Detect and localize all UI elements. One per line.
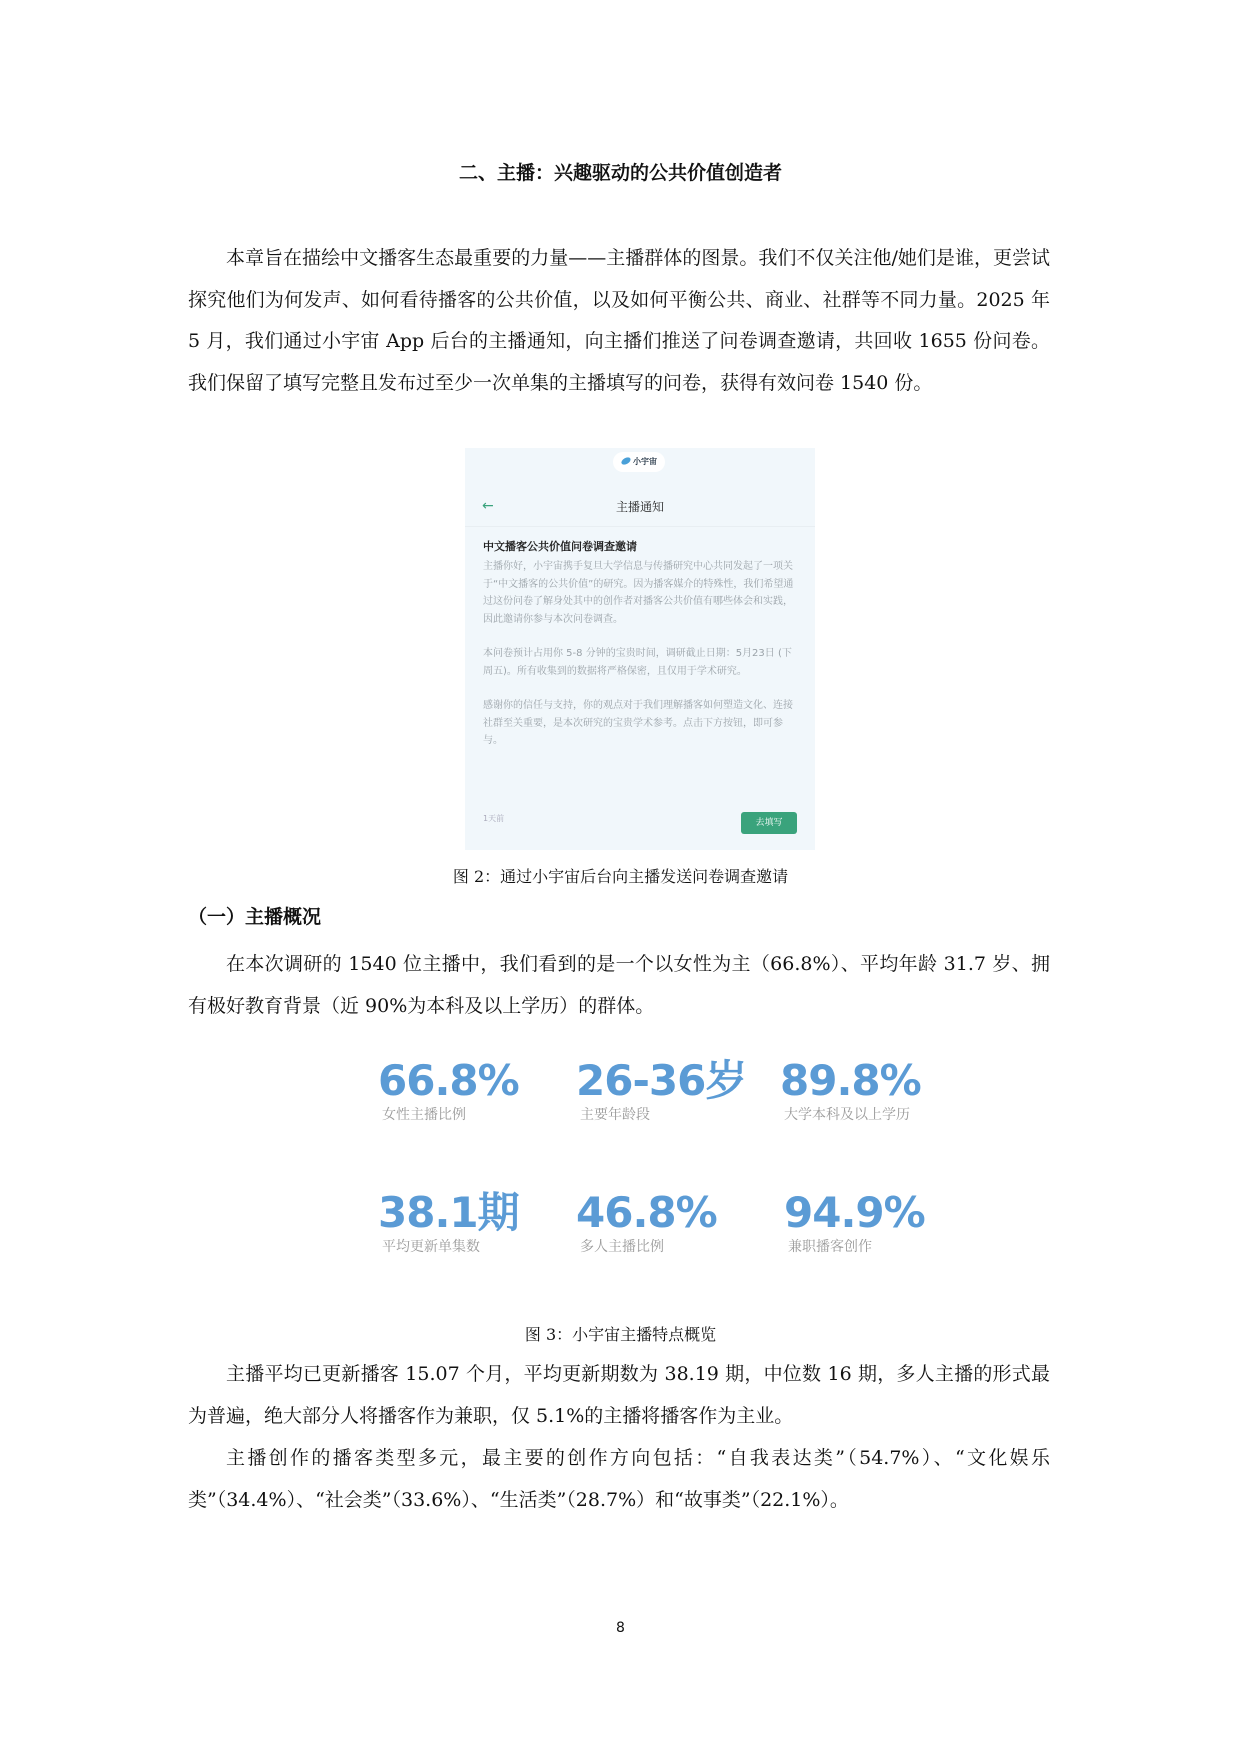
message-body <box>483 558 798 767</box>
app-logo <box>613 452 665 472</box>
message-paragraph: 感谢你的信任与支持，你的观点对于我们理解播客如何塑造文化、连接社群至关重要，是本次研究的宝贵学术参考。点击下方按钮，即可参与。 <box>483 700 793 746</box>
page-number: 8 <box>616 1620 625 1636</box>
stat-label: 兼职播客创作 <box>788 1239 872 1255</box>
chapter-title: 二、主播：兴趣驱动的公共价值创造者 <box>458 162 782 184</box>
timestamp: 1天前 <box>483 814 505 823</box>
notification-screenshot <box>465 448 815 850</box>
stat-part-time <box>784 1190 925 1256</box>
fill-survey-button: 去填写 <box>741 812 797 834</box>
message-paragraph: 本问卷预计占用你 5-8 分钟的宝贵时间，调研截止日期：5月23日 (下周五)。所有收集到的数据将严格保密，且仅用于学术研究。 <box>483 648 792 677</box>
stat-value: 38.1期 <box>378 1188 519 1237</box>
stat-label: 主要年龄段 <box>580 1107 650 1123</box>
stat-value: 89.8% <box>780 1056 921 1105</box>
message-title: 中文播客公共价值问卷调查邀请 <box>483 540 637 553</box>
stat-label: 女性主播比例 <box>382 1107 466 1123</box>
stat-age-range <box>576 1058 746 1124</box>
planet-icon <box>620 456 632 466</box>
body-paragraph: 主播平均已更新播客 15.07 个月，平均更新期数为 38.19 期，中位数 16 期，多人主播的形式最为普遍，绝大部分人将播客作为兼职，仅 5.1%的主播将播客作为主业。 <box>188 1363 1050 1427</box>
stat-value: 66.8% <box>378 1056 519 1105</box>
stat-female-ratio <box>378 1058 519 1124</box>
message-paragraph: 主播你好，小宇宙携手复旦大学信息与传播研究中心共同发起了一项关于“中文播客的公共价值”的研究。因为播客媒介的特殊性，我们希望通过这份问卷了解身处其中的创作者对播客公共价值有哪些体会和实践，因此邀请你参与本次问卷调查。 <box>483 561 794 625</box>
back-arrow-icon: ← <box>482 498 494 514</box>
stat-label: 多人主播比例 <box>580 1239 664 1255</box>
nav-title: 主播通知 <box>615 500 664 514</box>
stat-label: 平均更新单集数 <box>382 1239 480 1255</box>
overview-paragraph: 在本次调研的 1540 位主播中，我们看到的是一个以女性为主（66.8%）、平均年龄 31.7 岁、拥有极好教育背景（近 90%为本科及以上学历）的群体。 <box>188 953 1050 1017</box>
divider <box>465 526 815 527</box>
intro-paragraph: 本章旨在描绘中文播客生态最重要的力量——主播群体的图景。我们不仅关注他/她们是谁，更尝试探究他们为何发声、如何看待播客的公共价值，以及如何平衡公共、商业、社群等不同力量。2025 年 5 月，我们通过小宇宙 App 后台的主播通知，向主播们推送了问卷调查邀请，共回收 1655 份问卷。我们保留了填写完整且发布过至少一次单集的主播填写的问卷，获得有效问卷 1540 份。 <box>188 247 1050 394</box>
logo-text: 小宇宙 <box>633 457 657 466</box>
stat-episodes <box>378 1190 519 1256</box>
stat-value: 94.9% <box>784 1188 925 1237</box>
section-heading: （一）主播概况 <box>188 906 322 928</box>
stat-label: 大学本科及以上学历 <box>784 1107 910 1123</box>
body-paragraph: 主播创作的播客类型多元，最主要的创作方向包括：“自我表达类”（54.7%）、“文化娱乐类”（34.4%）、“社会类”（33.6%）、“生活类”（28.7%）和“故事类”（22.1%）。 <box>188 1447 1050 1511</box>
stat-value: 46.8% <box>576 1188 717 1237</box>
figure-caption: 图 2：通过小宇宙后台向主播发送问卷调查邀请 <box>452 867 789 886</box>
stat-education <box>780 1058 921 1124</box>
figure-caption: 图 3：小宇宙主播特点概览 <box>524 1325 717 1344</box>
stat-multi-host <box>576 1190 717 1256</box>
stat-value: 26-36岁 <box>576 1056 747 1105</box>
